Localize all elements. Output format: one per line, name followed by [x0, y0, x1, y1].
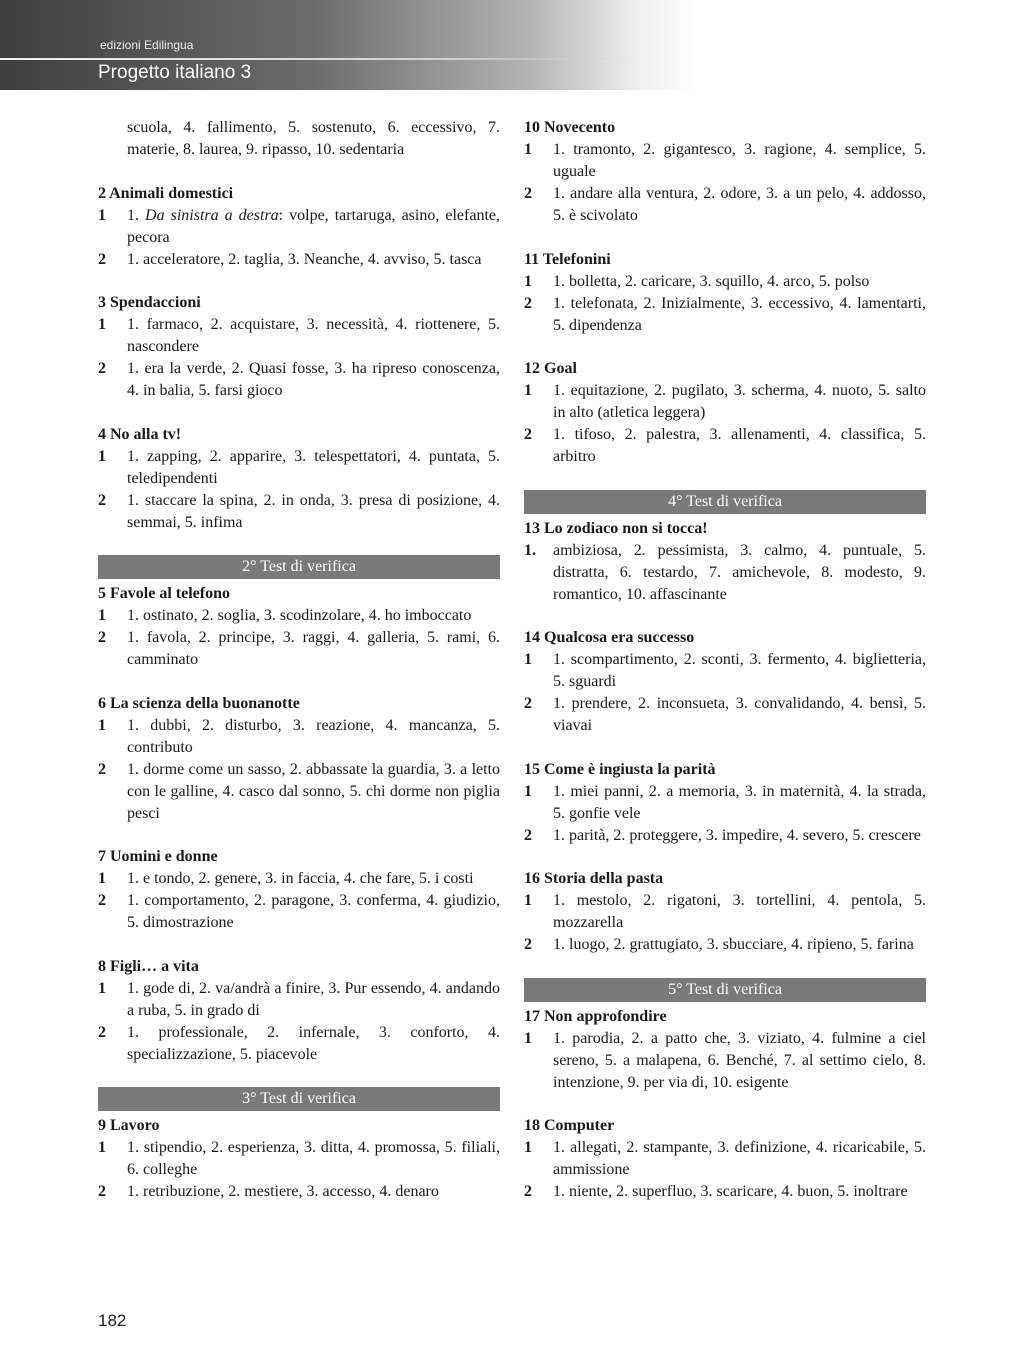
- exercise-number: 1.: [524, 541, 536, 559]
- unit-title: 16 Storia della pasta: [524, 870, 664, 887]
- exercise-answers: 1. ostinato, 2. soglia, 3. scodinzolare, 4. ho imboccato: [127, 607, 472, 624]
- exercise-answers: 1. miei panni, 2. a memoria, 3. in maternità, 4. la strada, 5. gonfie vele: [553, 782, 926, 822]
- exercise-answers: 1. staccare la spina, 2. in onda, 3. presa di posizione, 4. semmai, 5. infima: [127, 491, 500, 531]
- exercise-label: 1.: [127, 206, 146, 224]
- unit-title: 14 Qualcosa era successo: [524, 629, 695, 646]
- unit-4: [98, 424, 500, 534]
- exercise-answers: 1. comportamento, 2. paragone, 3. conferma, 4. giudizio, 5. dimostrazione: [127, 892, 500, 931]
- exercise-number: 2: [98, 1183, 106, 1200]
- unit-17: [524, 1006, 926, 1094]
- exercise: [98, 868, 500, 890]
- exercise-answers: 1. dorme come un sasso, 2. abbassate la guardia, 3. a letto con le galline, 4. casco dal sonno, 5. chi dorme non piglia pesci: [127, 760, 500, 822]
- exercise-answers: 1. dubbi, 2. disturbo, 3. reazione, 4. mancanza, 5. contributo: [127, 716, 500, 756]
- exercise: [524, 693, 926, 737]
- exercise: [98, 358, 500, 402]
- exercise-number: 2: [98, 360, 106, 377]
- exercise: [98, 1181, 500, 1203]
- test-banner: 5° Test di verifica: [524, 978, 926, 1002]
- exercise-number: 2: [98, 629, 106, 646]
- exercise-emphasis: Da sinistra a destra: [145, 206, 279, 224]
- exercise-number: 1: [98, 206, 106, 224]
- exercise: [524, 1137, 926, 1181]
- exercise-answers: 1. scompartimento, 2. sconti, 3. fermento, 4. biglietteria, 5. sguardi: [553, 651, 926, 690]
- exercise-answers: 1. telefonata, 2. Inizialmente, 3. eccessivo, 4. lamentarti, 5. dipendenza: [553, 294, 926, 334]
- exercise-number: 1: [98, 870, 106, 887]
- unit-title: 12 Goal: [524, 360, 577, 377]
- exercise-number: 1: [524, 1139, 532, 1156]
- unit-title: 4 No alla tv!: [98, 425, 182, 443]
- unit-title: 8 Figli… a vita: [98, 957, 199, 975]
- exercise-number: 1: [98, 979, 106, 997]
- test-banner: 2° Test di verifica: [98, 555, 500, 579]
- exercise: [524, 1181, 926, 1203]
- unit-16: [524, 868, 926, 956]
- exercise-number: 1: [524, 892, 532, 909]
- exercise-number: 2: [524, 1183, 532, 1200]
- exercise: [524, 139, 926, 183]
- exercise: [98, 314, 500, 358]
- test-banner: 3° Test di verifica: [98, 1087, 500, 1111]
- exercise-number: 1: [524, 651, 532, 668]
- unit-title: 6 La scienza della buonanotte: [98, 694, 300, 712]
- unit-title: 15 Come è ingiusta la parità: [524, 760, 716, 778]
- exercise-number: 2: [524, 936, 532, 953]
- unit-title: 5 Favole al telefono: [98, 585, 230, 602]
- unit-14: [524, 627, 926, 737]
- exercise: [524, 424, 926, 468]
- unit-title: 3 Spendaccioni: [98, 294, 201, 311]
- unit-title: 18 Computer: [524, 1117, 615, 1134]
- exercise-answers: 1. retribuzione, 2. mestiere, 3. accesso, 4. denaro: [127, 1183, 439, 1200]
- exercise: [98, 978, 500, 1022]
- exercise: [98, 759, 500, 825]
- unit-title: 10 Novecento: [524, 119, 616, 136]
- exercise-answers: 1. zapping, 2. apparire, 3. telespettatori, 4. puntata, 5. teledipendenti: [127, 447, 500, 487]
- exercise-number: 2: [98, 1023, 106, 1041]
- exercise: [524, 380, 926, 424]
- exercise-answers: 1. professionale, 2. infernale, 3. conforto, 4. specializzazione, 5. piacevole: [127, 1023, 500, 1063]
- exercise-answers: 1. farmaco, 2. acquistare, 3. necessità, 4. riottenere, 5. nascondere: [127, 316, 500, 355]
- exercise-number: 1: [524, 141, 532, 158]
- page-number: 182: [98, 1311, 127, 1330]
- exercise-number: 2: [98, 892, 106, 909]
- exercise-number: 1: [98, 716, 106, 734]
- exercise-answers: 1. niente, 2. superfluo, 3. scaricare, 4. buon, 5. inoltrare: [553, 1183, 908, 1200]
- exercise-number: 1: [524, 782, 532, 800]
- exercise-answers: 1. favola, 2. principe, 3. raggi, 4. galleria, 5. rami, 6. camminato: [127, 629, 500, 668]
- exercise-number: 1: [98, 1139, 106, 1156]
- series-title: Progetto italiano 3: [98, 62, 252, 83]
- unit-10: [524, 117, 926, 227]
- header-divider: [0, 58, 640, 60]
- exercise-number: 2: [98, 491, 106, 509]
- exercise: [98, 249, 500, 271]
- exercise-answers: [127, 205, 500, 249]
- unit-title: 2 Animali domestici: [98, 184, 234, 202]
- exercise: [524, 934, 926, 956]
- page-header: [0, 0, 1024, 90]
- exercise-answers: 1. allegati, 2. stampante, 3. definizione, 4. ricaricabile, 5. ammissione: [553, 1139, 926, 1178]
- exercise-answers: 1. prendere, 2. inconsueta, 3. convalidando, 4. bensì, 5. viavai: [553, 695, 926, 734]
- exercise: [524, 781, 926, 825]
- exercise-number: 2: [98, 250, 106, 268]
- exercise-answers: 1. era la verde, 2. Quasi fosse, 3. ha ripreso conoscenza, 4. in balia, 5. farsi gioco: [127, 360, 500, 399]
- unit-15: [524, 759, 926, 847]
- unit-18: [524, 1115, 926, 1203]
- exercise-answers: 1. luogo, 2. grattugiato, 3. sbucciare, 4. ripieno, 5. farina: [553, 936, 914, 953]
- exercise-number: 2: [98, 760, 106, 778]
- exercise: [98, 446, 500, 490]
- unit-continuation: [98, 117, 500, 161]
- exercise: [524, 825, 926, 847]
- test-banner: 4° Test di verifica: [524, 490, 926, 514]
- unit-2: [98, 183, 500, 271]
- exercise-answers: 1. gode di, 2. va/andrà a finire, 3. Pur essendo, 4. andando a ruba, 5. in grado di: [127, 979, 500, 1019]
- exercise-continuation-text: scuola, 4. fallimento, 5. sostenuto, 6. eccessivo, 7. materie, 8. laurea, 9. ripasso, 10. sedentaria: [127, 119, 500, 158]
- exercise: [98, 1022, 500, 1066]
- unit-title: 13 Lo zodiaco non si tocca!: [524, 519, 708, 537]
- unit-13: [524, 518, 926, 606]
- exercise: [524, 271, 926, 293]
- exercise-answers: 1. bolletta, 2. caricare, 3. squillo, 4. arco, 5. polso: [553, 272, 870, 290]
- exercise-number: 2: [524, 185, 532, 202]
- exercise-number: 1: [524, 382, 532, 399]
- unit-title: 17 Non approfondire: [524, 1007, 667, 1025]
- exercise-answers: 1. andare alla ventura, 2. odore, 3. a un pelo, 4. addosso, 5. è scivolato: [553, 185, 926, 224]
- unit-7: [98, 846, 500, 934]
- unit-3: [98, 292, 500, 402]
- exercise-number: 1: [98, 447, 106, 465]
- exercise-number: 1: [98, 316, 106, 333]
- exercise-number: 2: [524, 294, 532, 312]
- exercise: [524, 540, 926, 606]
- exercise-answers: 1. acceleratore, 2. taglia, 3. Neanche, 4. avviso, 5. tasca: [127, 250, 482, 268]
- exercise: [524, 293, 926, 337]
- unit-6: [98, 693, 500, 825]
- exercise-answers: 1. mestolo, 2. rigatoni, 3. tortellini, 4. pentola, 5. mozzarella: [553, 892, 926, 931]
- exercise: [98, 205, 500, 249]
- unit-9: [98, 1115, 500, 1203]
- unit-12: [524, 358, 926, 468]
- unit-title: 9 Lavoro: [98, 1117, 160, 1134]
- exercise: [98, 1137, 500, 1181]
- unit-5: [98, 583, 500, 671]
- exercise-answers: 1. tramonto, 2. gigantesco, 3. ragione, 4. semplice, 5. uguale: [553, 141, 926, 180]
- exercise: [524, 183, 926, 227]
- exercise-text: : volpe, tartaruga, asino, elefante, pecora: [127, 206, 500, 246]
- exercise-answers: ambiziosa, 2. pessimista, 3. calmo, 4. puntuale, 5. distratta, 6. testardo, 7. amichevole, 8. modesto, 9. romantico, 10. affascinante: [553, 541, 926, 603]
- exercise: [98, 715, 500, 759]
- unit-11: [524, 249, 926, 337]
- exercise: [98, 890, 500, 934]
- exercise-number: 2: [524, 826, 532, 844]
- exercise-number: 2: [524, 426, 532, 443]
- publisher-name: edizioni Edilingua: [100, 38, 194, 52]
- exercise: [98, 605, 500, 627]
- unit-8: [98, 956, 500, 1066]
- exercise: [98, 627, 500, 671]
- exercise: [524, 649, 926, 693]
- exercise-answers: 1. equitazione, 2. pugilato, 3. scherma, 4. nuoto, 5. salto in alto (atletica leggera): [553, 382, 926, 421]
- exercise: [524, 890, 926, 934]
- unit-title: 7 Uomini e donne: [98, 848, 218, 865]
- exercise-answers: 1. stipendio, 2. esperienza, 3. ditta, 4. promossa, 5. filiali, 6. colleghe: [127, 1139, 500, 1178]
- unit-title: 11 Telefonini: [524, 250, 611, 268]
- exercise-answers: 1. parità, 2. proteggere, 3. impedire, 4. severo, 5. crescere: [553, 826, 921, 844]
- exercise-number: 2: [524, 695, 532, 712]
- right-column: [524, 117, 926, 1225]
- exercise-number: 1: [98, 607, 106, 624]
- exercise-number: 1: [524, 272, 532, 290]
- exercise-answers: 1. tifoso, 2. palestra, 3. allenamenti, 4. classifica, 5. arbitro: [553, 426, 926, 465]
- left-column: [98, 117, 500, 1225]
- exercise-answers: 1. e tondo, 2. genere, 3. in faccia, 4. che fare, 5. i costi: [127, 870, 474, 887]
- exercise: [524, 1028, 926, 1094]
- exercise: [98, 490, 500, 534]
- exercise-number: 1: [524, 1029, 532, 1047]
- exercise-answers: 1. parodia, 2. a patto che, 3. viziato, 4. fulmine a ciel sereno, 5. a malapena, 6. Benché, 7. al settimo cielo, 8. intenzione, 9. per via di, 10. esigente: [553, 1029, 926, 1091]
